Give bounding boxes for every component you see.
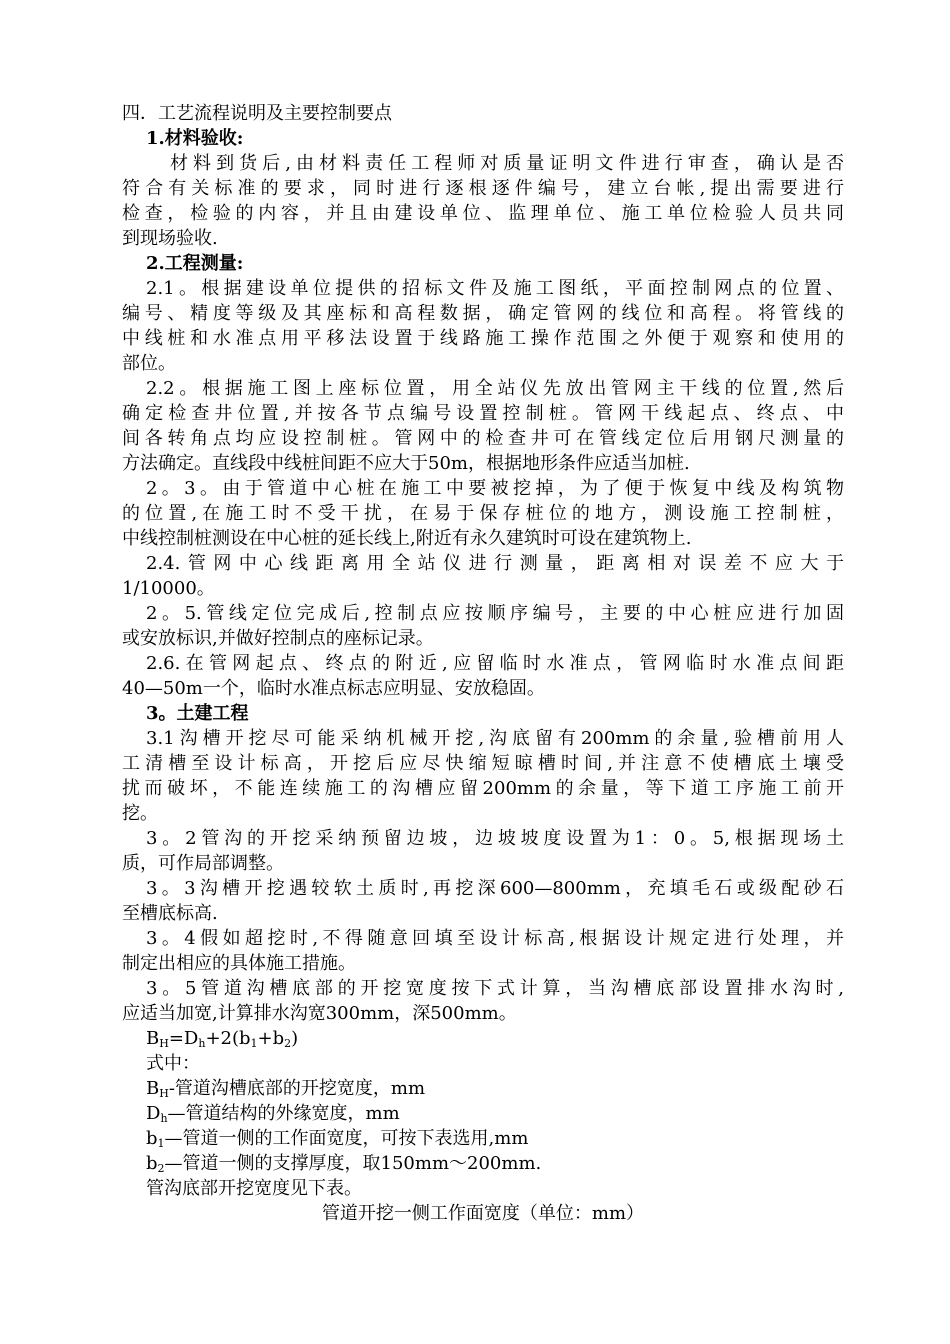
formula-part: +2(b <box>205 1028 251 1049</box>
text-line: 或安放标识,并做好控制点的座标记录。 <box>122 628 434 649</box>
text-line: 中线桩和水准点用平移法设置于线路施工操作范围之外便于观察和使用的 <box>122 328 844 349</box>
paragraph-2-2 <box>122 376 844 476</box>
paragraph-2-4 <box>122 551 844 601</box>
text-line: 工清槽至设计标高，开挖后应尽快缩短晾槽时间,并注意不使槽底土壤受 <box>122 753 844 774</box>
definition-dh <box>122 1101 844 1126</box>
text-line: 方法确定。直线段中线桩间距不应大于50m，根据地形条件应适当加桩. <box>122 453 690 474</box>
document-body <box>122 101 844 1226</box>
formula-sub: h <box>198 1037 206 1050</box>
definition-b2 <box>122 1151 844 1176</box>
definition-bh <box>122 1076 844 1101</box>
text-line: 2.6.在管网起点、终点的附近,应留临时水准点，管网临时水准点间距 <box>146 653 844 674</box>
paragraph-3-3 <box>122 876 844 926</box>
formula-where-label: 式中： <box>146 1053 200 1074</box>
def-text: —管道结构的外缘宽度，mm <box>167 1103 400 1124</box>
paragraph-3-5 <box>122 976 844 1026</box>
text-line: 制定出相应的具体施工措施。 <box>122 953 356 974</box>
text-line: 3。4假如超挖时,不得随意回填至设计标高,根据设计规定进行处理，并 <box>146 928 844 949</box>
text-line: 确定检查井位置,并按各节点编号设置控制桩。管网干线起点、终点、中 <box>122 403 844 424</box>
def-sub: h <box>160 1112 168 1125</box>
def-sub: 1 <box>157 1137 165 1150</box>
table-reference-note: 管沟底部开挖宽度见下表。 <box>146 1178 362 1199</box>
text-line: 挖。 <box>122 803 158 824</box>
text-line: 2.2。根据施工图上座标位置，用全站仪先放出管网主干线的位置,然后 <box>146 378 844 399</box>
text-line: 检查，检验的内容，并且由建设单位、监理单位、施工单位检验人员共同 <box>122 203 844 224</box>
formula-sub: 2 <box>284 1037 292 1050</box>
text-line: 3。5管道沟槽底部的开挖宽度按下式计算，当沟槽底部设置排水沟时, <box>146 978 844 999</box>
text-line: 质，可作局部调整。 <box>122 853 284 874</box>
def-symbol: b <box>146 1153 158 1174</box>
text-line: 3。2管沟的开挖采纳预留边坡，边坡坡度设置为1：0。5,根据现场土 <box>146 828 844 849</box>
section-title: 四．工艺流程说明及主要控制要点 <box>122 103 392 124</box>
text-line: 至槽底标高. <box>122 903 218 924</box>
text-line: 到现场验收. <box>122 228 218 249</box>
text-line: 间各转角点均应设控制桩。管网中的检查井可在管线定位后用钢尺测量的 <box>122 428 844 449</box>
def-symbol: b <box>146 1128 158 1149</box>
text-line: 扰而破坏，不能连续施工的沟槽应留200mm的余量，等下道工序施工前开 <box>122 778 844 799</box>
text-line: 40—50m一个，临时水准点标志应明显、安放稳固。 <box>122 678 545 699</box>
text-line: 2.4.管网中心线距离用全站仪进行测量，距离相对误差不应大于 <box>146 553 844 574</box>
paragraph-3-2 <box>122 826 844 876</box>
formula-part: +b <box>257 1028 285 1049</box>
text-line: 2。5.管线定位完成后,控制点应按顺序编号，主要的中心桩应进行加固 <box>146 603 844 624</box>
text-line: 的位置,在施工时不受干扰，在易于保存桩位的地方，测设施工控制桩， <box>122 503 844 524</box>
def-text: —管道一侧的工作面宽度，可按下表选用,mm <box>164 1128 529 1149</box>
formula-part: ) <box>291 1028 299 1049</box>
heading-material-acceptance: 1.材料验收: <box>146 128 244 149</box>
def-text: -管道沟槽底部的开挖宽度，mm <box>168 1078 426 1099</box>
text-line: 2.1。根据建设单位提供的招标文件及施工图纸，平面控制网点的位置、 <box>146 278 844 299</box>
formula-sub: H <box>159 1037 169 1050</box>
formula-part: B <box>146 1028 160 1049</box>
text-line: 1/10000。 <box>122 578 215 599</box>
paragraph-2-3 <box>122 476 844 551</box>
text-line: 3。3沟槽开挖遇较软土质时,再挖深600—800mm，充填毛石或级配砂石 <box>146 878 844 899</box>
paragraph-3-4 <box>122 926 844 976</box>
text-line: 3.1沟槽开挖尽可能采纳机械开挖,沟底留有200mm的余量,验槽前用人 <box>146 728 844 749</box>
heading-civil-works: 3。土建工程 <box>146 703 249 724</box>
definition-b1 <box>122 1126 844 1151</box>
table-caption: 管道开挖一侧工作面宽度（单位：mm） <box>321 1203 645 1224</box>
text-line: 编号、精度等级及其座标和高程数据，确定管网的线位和高程。将管线的 <box>122 303 844 324</box>
def-symbol: D <box>146 1103 161 1124</box>
trench-width-formula <box>122 1026 844 1051</box>
text-line: 材料到货后,由材料责任工程师对质量证明文件进行审查，确认是否 <box>170 153 844 174</box>
text-line: 应适当加宽,计算排水沟宽300mm，深500mm。 <box>122 1003 517 1024</box>
text-line: 2。3。由于管道中心桩在施工中要被挖掉，为了便于恢复中线及构筑物 <box>146 478 844 499</box>
def-symbol: B <box>146 1078 160 1099</box>
text-line: 部位。 <box>122 353 176 374</box>
heading-surveying: 2.工程测量: <box>146 253 244 274</box>
paragraph-2-5 <box>122 601 844 651</box>
paragraph-material-acceptance <box>122 151 844 251</box>
text-line: 中线控制桩测设在中心桩的延长线上,附近有永久建筑时可设在建筑物上. <box>122 528 692 549</box>
def-sub: H <box>159 1087 169 1100</box>
def-sub: 2 <box>157 1162 165 1175</box>
formula-part: =D <box>168 1028 199 1049</box>
text-line: 符合有关标准的要求，同时进行逐根逐件编号，建立台帐,提出需要进行 <box>122 178 844 199</box>
paragraph-3-1 <box>122 726 844 826</box>
paragraph-2-1 <box>122 276 844 376</box>
formula-sub: 1 <box>250 1037 258 1050</box>
paragraph-2-6 <box>122 651 844 701</box>
def-text: —管道一侧的支撑厚度，取150mm～200mm. <box>164 1153 542 1174</box>
